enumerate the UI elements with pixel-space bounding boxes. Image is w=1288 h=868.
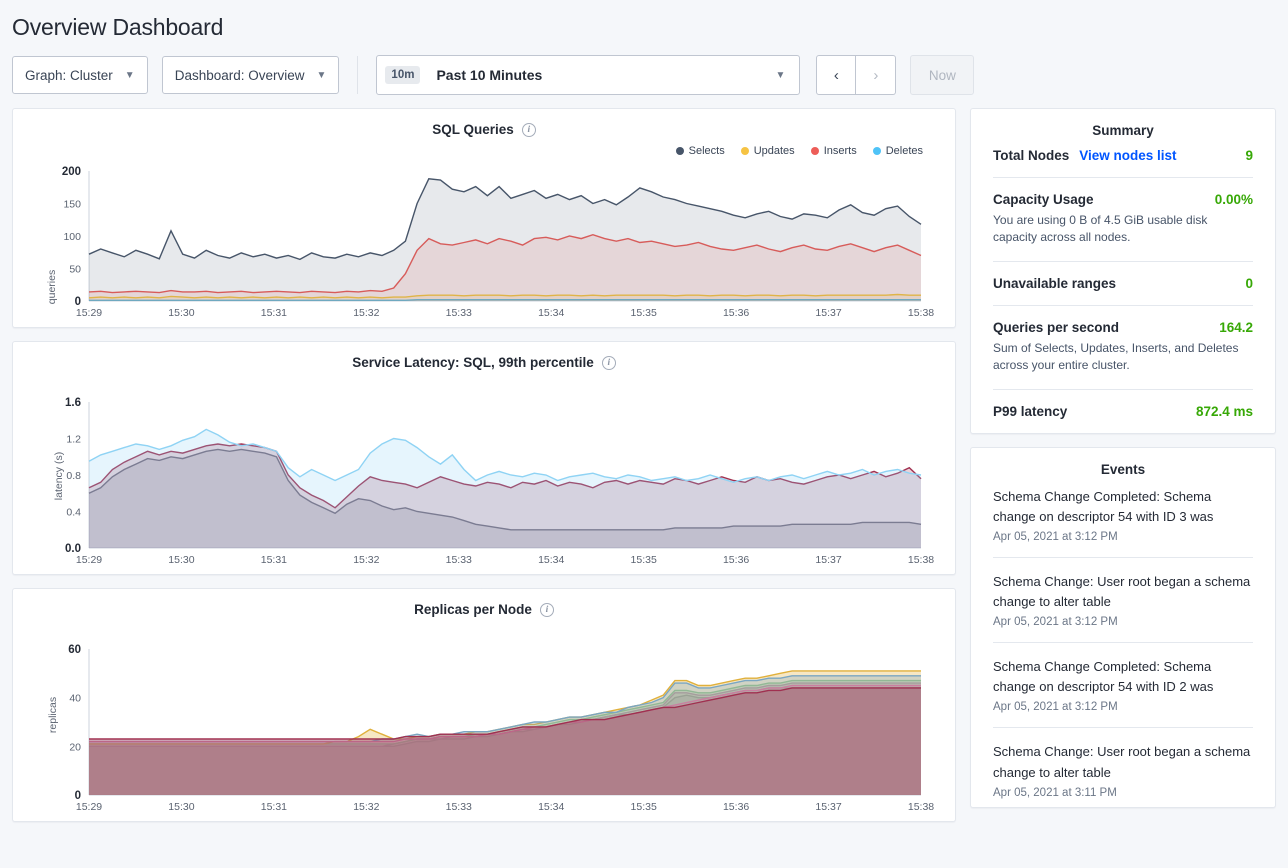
info-icon[interactable]: i — [522, 123, 536, 137]
svg-text:0.0: 0.0 — [65, 543, 81, 555]
events-title: Events — [1100, 461, 1146, 477]
svg-text:15:36: 15:36 — [722, 554, 750, 566]
svg-text:20: 20 — [69, 741, 81, 754]
summary-row-value: 0 — [1245, 275, 1253, 291]
svg-text:15:34: 15:34 — [538, 801, 565, 813]
chart-svg-replicas-per-node — [13, 635, 957, 821]
chart-legend — [13, 145, 955, 157]
svg-text:15:34: 15:34 — [538, 307, 565, 319]
divider — [993, 305, 1253, 306]
svg-text:15:35: 15:35 — [630, 307, 657, 319]
summary-row — [971, 276, 1275, 291]
svg-text:0.4: 0.4 — [66, 506, 81, 519]
legend-item[interactable] — [811, 145, 857, 157]
chart-card-service-latency — [12, 341, 956, 575]
svg-text:1.6: 1.6 — [65, 397, 81, 409]
svg-text:0: 0 — [74, 790, 81, 802]
events-card — [970, 447, 1276, 808]
summary-row-description: Sum of Selects, Updates, Inserts, and Deletes across your entire cluster. — [993, 340, 1239, 373]
legend-color-dot — [873, 147, 881, 155]
svg-text:15:30: 15:30 — [168, 554, 195, 566]
event-timestamp: Apr 05, 2021 at 3:12 PM — [993, 616, 1118, 629]
legend-label: Updates — [753, 145, 795, 157]
svg-text:15:30: 15:30 — [168, 801, 195, 813]
chevron-down-icon: ▼ — [124, 69, 135, 81]
svg-text:15:38: 15:38 — [907, 307, 935, 319]
chart-svg-sql-queries — [13, 157, 957, 327]
event-timestamp: Apr 05, 2021 at 3:12 PM — [993, 530, 1118, 543]
summary-row-label: Queries per second — [993, 319, 1120, 335]
svg-text:15:31: 15:31 — [260, 801, 288, 813]
event-timestamp: Apr 05, 2021 at 3:12 PM — [993, 701, 1118, 714]
event-item[interactable] — [971, 572, 1275, 628]
summary-row-value: 164.2 — [1219, 319, 1253, 335]
legend-label: Inserts — [823, 145, 857, 157]
svg-text:100: 100 — [63, 231, 81, 243]
legend-color-dot — [741, 147, 749, 155]
svg-text:15:38: 15:38 — [907, 801, 935, 813]
svg-text:15:29: 15:29 — [75, 801, 103, 813]
summary-row — [971, 148, 1275, 163]
summary-row-description: You are using 0 B of 4.5 GiB usable disk capacity across all nodes. — [993, 213, 1208, 245]
svg-text:15:38: 15:38 — [907, 554, 935, 566]
svg-text:15:32: 15:32 — [353, 307, 380, 319]
svg-text:15:34: 15:34 — [538, 554, 565, 566]
svg-text:60: 60 — [68, 644, 81, 656]
svg-text:15:33: 15:33 — [445, 801, 472, 813]
time-range-badge: 10m — [385, 66, 420, 84]
svg-text:0.8: 0.8 — [66, 470, 81, 482]
summary-card — [970, 108, 1276, 434]
divider — [993, 727, 1253, 728]
divider — [993, 642, 1253, 643]
svg-text:15:35: 15:35 — [630, 554, 657, 566]
dashboard-content — [0, 95, 1288, 835]
summary-row-label: Capacity Usage — [993, 192, 1094, 207]
svg-text:15:36: 15:36 — [722, 307, 750, 319]
chevron-down-icon: ▼ — [316, 69, 327, 81]
dashboard-select[interactable] — [162, 56, 340, 94]
legend-label: Deletes — [885, 145, 923, 157]
svg-text:50: 50 — [69, 263, 81, 276]
chart-title — [13, 589, 955, 617]
svg-text:200: 200 — [61, 166, 81, 178]
plot-area — [13, 157, 955, 327]
toolbar-divider — [357, 56, 358, 94]
graph-select-label: Graph: Cluster — [25, 67, 113, 83]
svg-text:15:32: 15:32 — [353, 554, 380, 566]
y-axis-label: latency (s) — [53, 451, 66, 501]
summary-row — [971, 320, 1275, 375]
summary-rows — [971, 148, 1275, 419]
svg-text:0: 0 — [74, 296, 81, 308]
now-button[interactable]: Now — [910, 55, 974, 95]
time-nav-group — [816, 55, 896, 95]
event-timestamp: Apr 05, 2021 at 3:11 PM — [993, 786, 1117, 799]
legend-item[interactable] — [873, 145, 923, 157]
info-icon[interactable]: i — [540, 603, 554, 617]
event-text: Schema Change Completed: Schema change on descriptor 54 with ID 3 was — [993, 488, 1214, 524]
chart-svg-service-latency — [13, 388, 957, 574]
event-item[interactable] — [971, 487, 1275, 543]
svg-text:15:30: 15:30 — [168, 307, 195, 319]
graph-select[interactable] — [12, 56, 148, 94]
legend-label: Selects — [688, 145, 725, 157]
summary-row — [971, 404, 1275, 419]
chart-title-text: SQL Queries — [432, 122, 514, 137]
sidebar-column — [970, 108, 1276, 821]
svg-text:15:29: 15:29 — [75, 554, 103, 566]
svg-text:1.2: 1.2 — [66, 433, 81, 446]
divider — [993, 177, 1253, 178]
chart-title-text: Service Latency: SQL, 99th percentile — [352, 355, 594, 370]
time-range-picker[interactable] — [376, 55, 800, 95]
summary-title: Summary — [1092, 123, 1154, 138]
svg-text:15:31: 15:31 — [260, 307, 288, 319]
legend-item[interactable] — [741, 145, 795, 157]
summary-row-value: 0.00% — [1214, 192, 1253, 207]
summary-row-label: P99 latency — [993, 403, 1068, 419]
svg-text:15:35: 15:35 — [630, 801, 657, 813]
event-item[interactable] — [971, 742, 1275, 798]
toolbar — [0, 41, 1288, 95]
legend-color-dot — [676, 147, 684, 155]
svg-text:15:33: 15:33 — [445, 307, 472, 319]
svg-text:15:32: 15:32 — [353, 801, 380, 813]
chart-card-sql-queries — [12, 108, 956, 328]
legend-color-dot — [811, 147, 819, 155]
event-item[interactable] — [971, 657, 1275, 713]
svg-text:150: 150 — [63, 198, 81, 211]
svg-text:15:37: 15:37 — [815, 801, 842, 813]
svg-text:40: 40 — [69, 692, 81, 705]
y-axis-label: replicas — [47, 696, 60, 734]
event-text: Schema Change: User root began a schema change to alter table — [993, 744, 1251, 780]
svg-text:15:31: 15:31 — [260, 554, 288, 566]
info-icon[interactable]: i — [602, 356, 616, 370]
svg-text:15:33: 15:33 — [445, 554, 472, 566]
svg-text:15:37: 15:37 — [815, 307, 842, 319]
chart-card-replicas-per-node — [12, 588, 956, 822]
page-title: Overview Dashboard — [12, 14, 224, 40]
event-text: Schema Change: User root began a schema change to alter table — [993, 573, 1251, 609]
chart-title — [13, 109, 955, 137]
events-list — [971, 487, 1275, 799]
view-nodes-list-link[interactable]: View nodes list — [1079, 148, 1177, 163]
charts-column — [12, 108, 956, 835]
divider — [993, 557, 1253, 558]
legend-item[interactable] — [676, 145, 725, 157]
svg-text:15:37: 15:37 — [815, 554, 842, 566]
summary-row-label: Unavailable ranges — [993, 275, 1117, 291]
chevron-down-icon: ▼ — [775, 69, 786, 81]
chart-title-text: Replicas per Node — [414, 602, 532, 617]
svg-text:15:29: 15:29 — [75, 307, 103, 319]
divider — [993, 389, 1253, 390]
prev-range-button[interactable]: ‹ — [816, 55, 856, 95]
plot-area — [13, 635, 955, 821]
y-axis-label: queries — [46, 269, 59, 305]
summary-row-value: 872.4 ms — [1195, 403, 1253, 419]
chart-title — [13, 342, 955, 370]
summary-row-label: Total Nodes — [993, 148, 1070, 163]
dashboard-select-label: Dashboard: Overview — [174, 67, 305, 83]
time-range-label: Past 10 Minutes — [436, 67, 543, 83]
plot-area — [13, 388, 955, 574]
svg-text:15:36: 15:36 — [722, 801, 750, 813]
next-range-button[interactable]: › — [856, 55, 896, 95]
divider — [993, 261, 1253, 262]
event-text: Schema Change Completed: Schema change on descriptor 54 with ID 2 was — [993, 659, 1214, 695]
summary-row — [971, 192, 1275, 247]
summary-row-value: 9 — [1245, 148, 1253, 163]
